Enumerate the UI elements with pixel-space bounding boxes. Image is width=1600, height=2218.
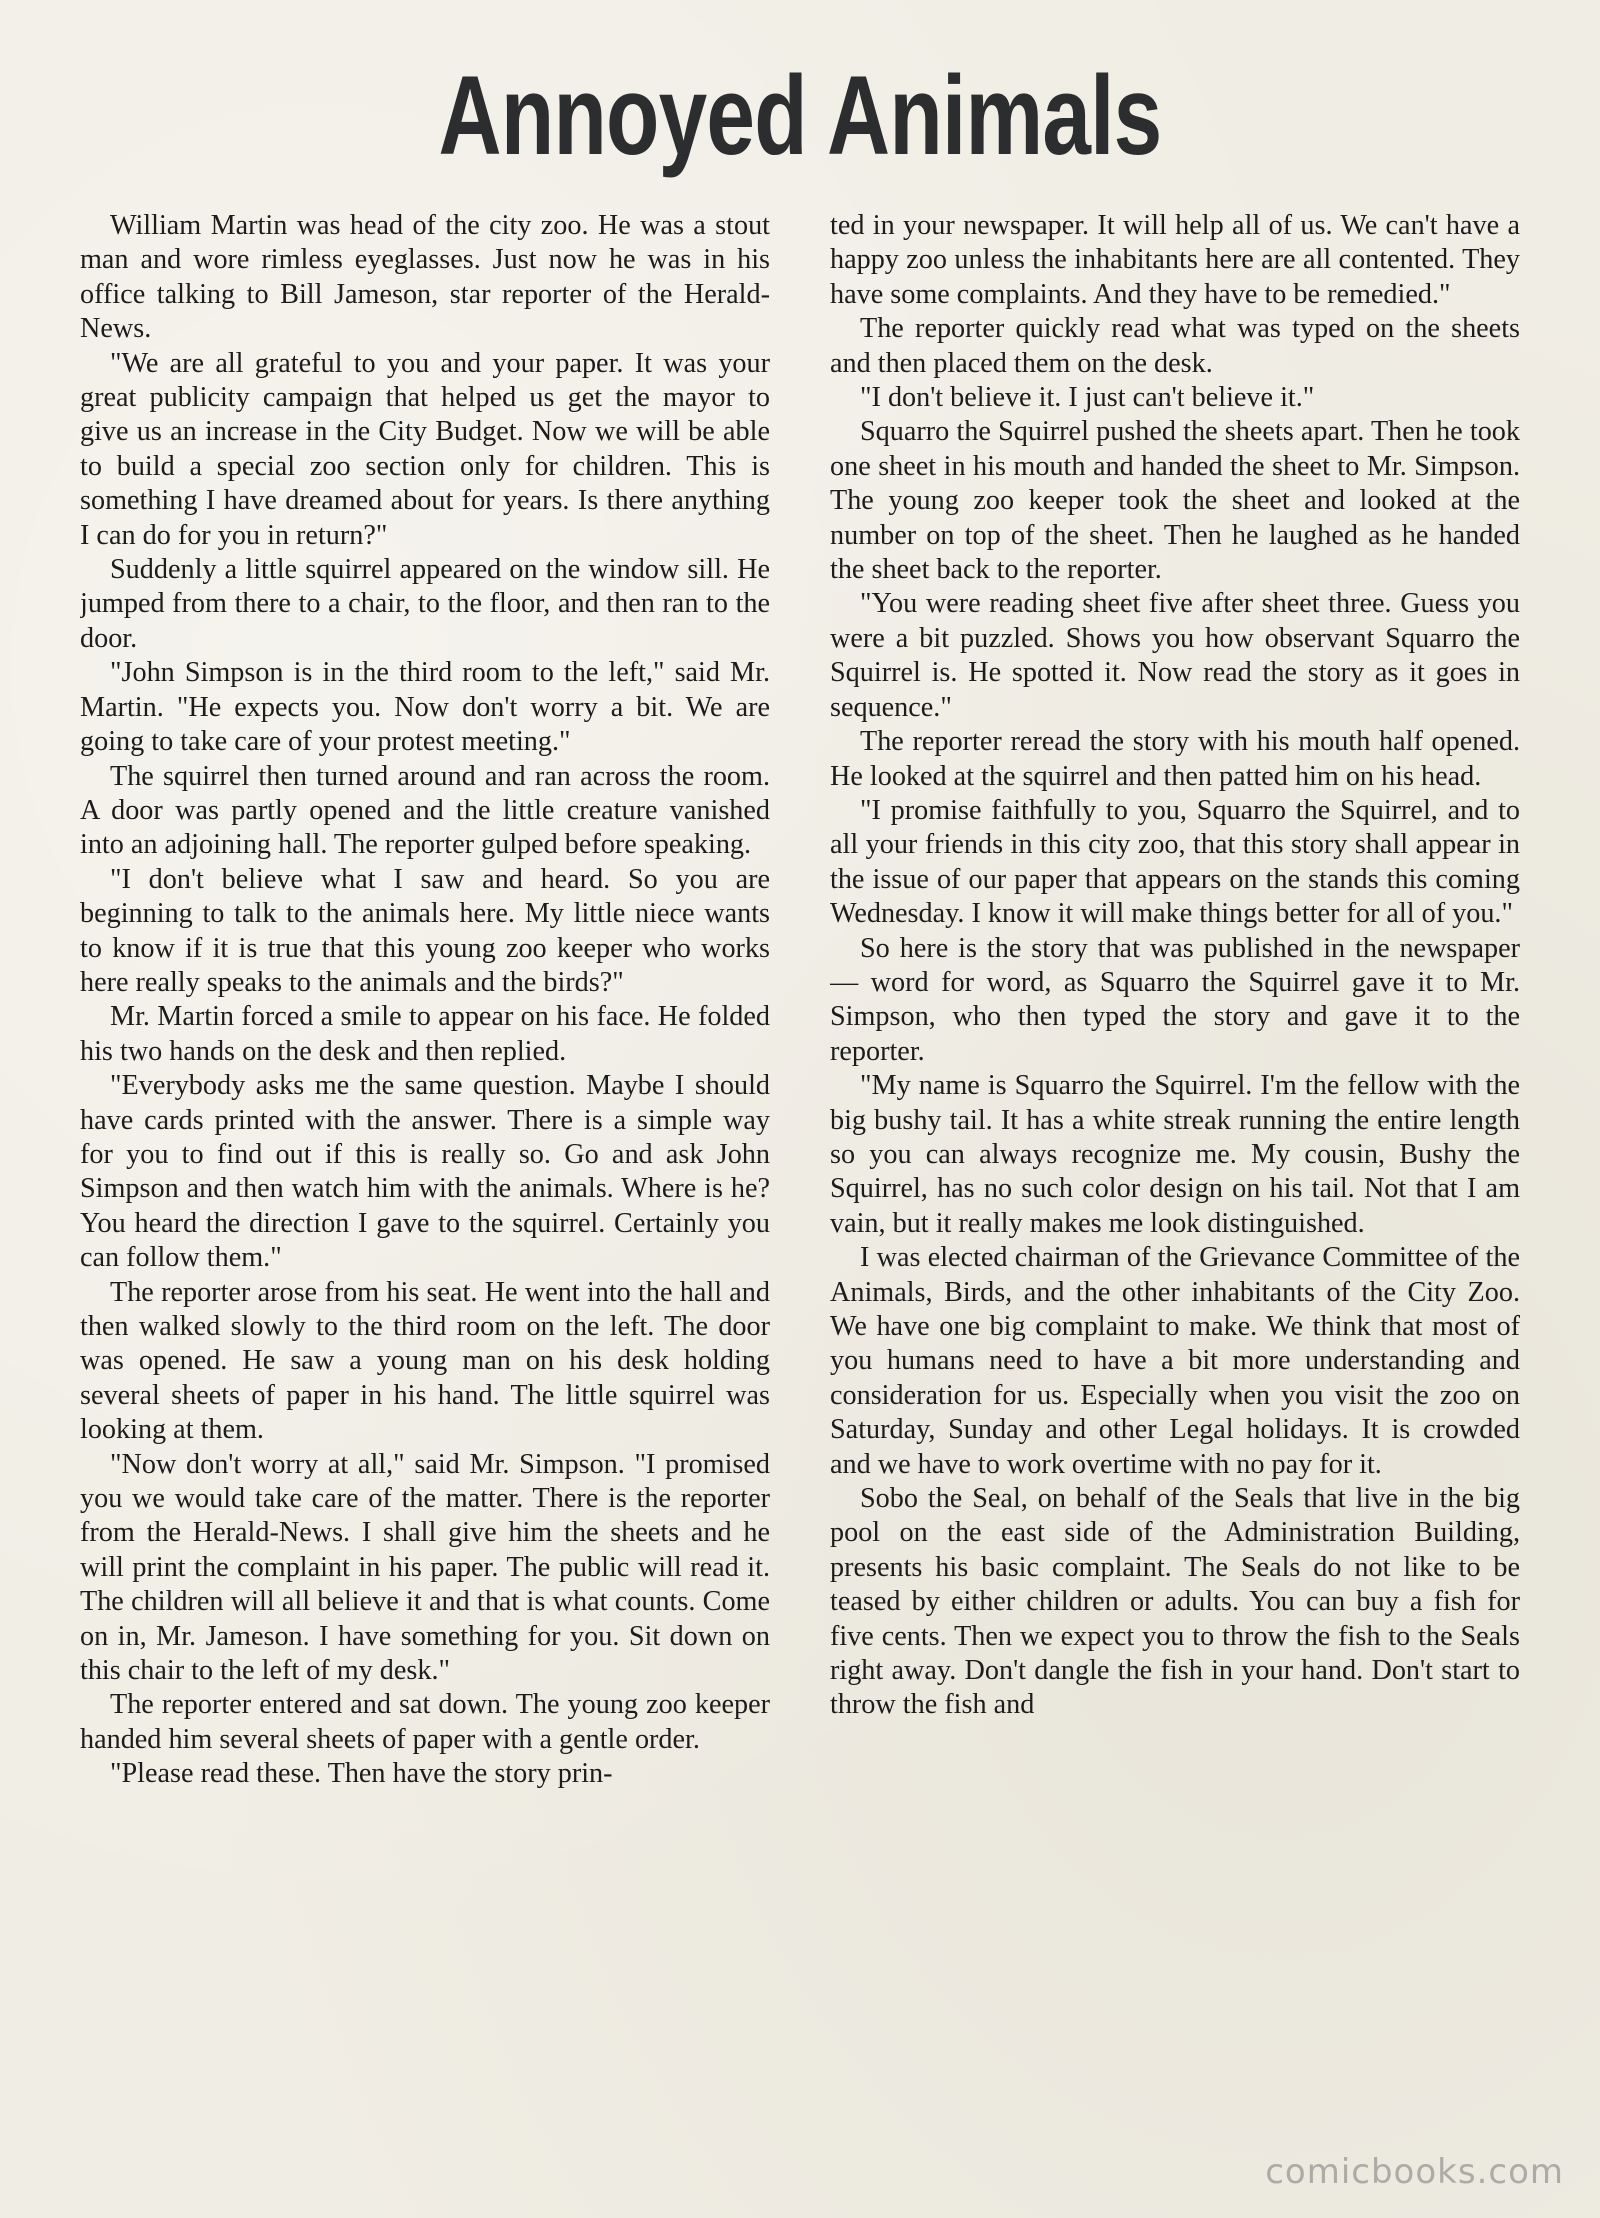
- paragraph: "Please read these. Then have the story prin-: [110, 1758, 613, 1790]
- right-column: [830, 209, 1520, 2139]
- paragraph: Squarro the Squirrel pushed the sheets apart. Then he took one sheet in his mouth and handed the sheet to Mr. Simpson. The young zoo keeper took the sheet and looked at the number on top of the sheet. Then he laughed as he handed the sheet back to the reporter.: [830, 416, 1520, 586]
- paragraph: The reporter arose from his seat. He went into the hall and then walked slowly to the third room on the left. The door was opened. He saw a young man on his desk holding several sheets of paper in his hand. The little squirrel was looking at them.: [80, 1276, 770, 1446]
- paragraph: I was elected chairman of the Grievance Committee of the Animals, Birds, and the other inhabitants of the City Zoo. We have one big complaint to make. We think that most of you humans need to have a bit more understanding and consideration for us. Especially when you visit the zoo on Saturday, Sunday and other Legal holidays. It is crowded and we have to work overtime with no pay for it.: [830, 1242, 1520, 1480]
- paragraph: The reporter entered and sat down. The young zoo keeper handed him several sheets of paper with a gentle order.: [80, 1689, 770, 1755]
- paragraph: "John Simpson is in the third room to the left," said Mr. Martin. "He expects you. Now don't worry a bit. We are going to take care of your protest meeting.": [80, 657, 770, 758]
- left-column: [80, 209, 770, 2139]
- page-title: Annoyed Animals: [438, 53, 1162, 178]
- paragraph: "We are all grateful to you and your paper. It was your great publicity campaign that helped us get the mayor to give us an increase in the City Budget. Now we will be able to build a special zoo section only for children. This is something I have dreamed about for years. Is there anything I can do for you in return?": [80, 347, 770, 551]
- paragraph: William Martin was head of the city zoo. He was a stout man and wore rimless eyeglasses. Just now he was in his office talking to Bill Jameson, star reporter of the Herald-News.: [80, 210, 770, 345]
- paragraph-continued: ted in your newspaper. It will help all of us. We can't have a happy zoo unless the inhabitants here are all contented. They have some complaints. And they have to be remedied.": [830, 210, 1520, 310]
- watermark: comicbooks.com: [1265, 2152, 1564, 2192]
- paragraph: Sobo the Seal, on behalf of the Seals that live in the big pool on the east side of the Administration Building, presents his basic complaint. The Seals do not like to be teased by either children or adults. You can buy a fish for five cents. Then we expect you to throw the fish to the Seals right away. Don't dangle the fish in your hand. Don't start to throw the fish and: [830, 1483, 1520, 1721]
- paragraph: The reporter reread the story with his mouth half opened. He looked at the squirrel and then patted him on his head.: [830, 726, 1520, 792]
- paragraph: "My name is Squarro the Squirrel. I'm the fellow with the big bushy tail. It has a white streak running the entire length so you can always recognize me. My cousin, Bushy the Squirrel, has no such color design on his tail. Not that I am vain, but it really makes me look distinguished.: [830, 1070, 1520, 1239]
- paragraph: Mr. Martin forced a smile to appear on his face. He folded his two hands on the desk and then replied.: [80, 1001, 770, 1067]
- paragraph: "I don't believe it. I just can't believe it.": [860, 382, 1315, 414]
- paragraph: The squirrel then turned around and ran across the room. A door was partly opened and the little creature vanished into an adjoining hall. The reporter gulped before speaking.: [80, 760, 770, 861]
- paragraph: "Everybody asks me the same question. Maybe I should have cards printed with the answer. There is a simple way for you to find out if this is really so. Go and ask John Simpson and then watch him with the animals. Where is he? You heard the direction I gave to the squirrel. Certainly you can follow them.": [80, 1070, 770, 1274]
- paragraph: "You were reading sheet five after sheet three. Guess you were a bit puzzled. Shows you how observant Squarro the Squirrel is. He spotted it. Now read the story as it goes in sequence.": [830, 588, 1520, 723]
- paragraph: "Now don't worry at all," said Mr. Simpson. "I promised you we would take care of the matter. There is the reporter from the Herald-News. I shall give him the sheets and he will print the complaint in his paper. The public will read it. The children will all believe it and that is what counts. Come on in, Mr. Jameson. I have something for you. Sit down on this chair to the left of my desk.": [80, 1448, 770, 1687]
- paragraph: "I don't believe what I saw and heard. So you are beginning to talk to the animals here. My little niece wants to know if it is true that this young zoo keeper who works here really speaks to the animals and the birds?": [80, 863, 770, 998]
- paragraph: "I promise faithfully to you, Squarro the Squirrel, and to all your friends in this city zoo, that this story shall appear in the issue of our paper that appears on the stands this coming Wednesday. I know it will make things better for all of you.": [830, 794, 1520, 930]
- paragraph: Suddenly a little squirrel appeared on the window sill. He jumped from there to a chair, to the floor, and then ran to the door.: [80, 554, 770, 654]
- paragraph: So here is the story that was published in the newspaper — word for word, as Squarro the Squirrel gave it to Mr. Simpson, who then typed the story and gave it to the reporter.: [830, 932, 1520, 1067]
- paragraph: The reporter quickly read what was typed on the sheets and then placed them on the desk.: [830, 313, 1520, 379]
